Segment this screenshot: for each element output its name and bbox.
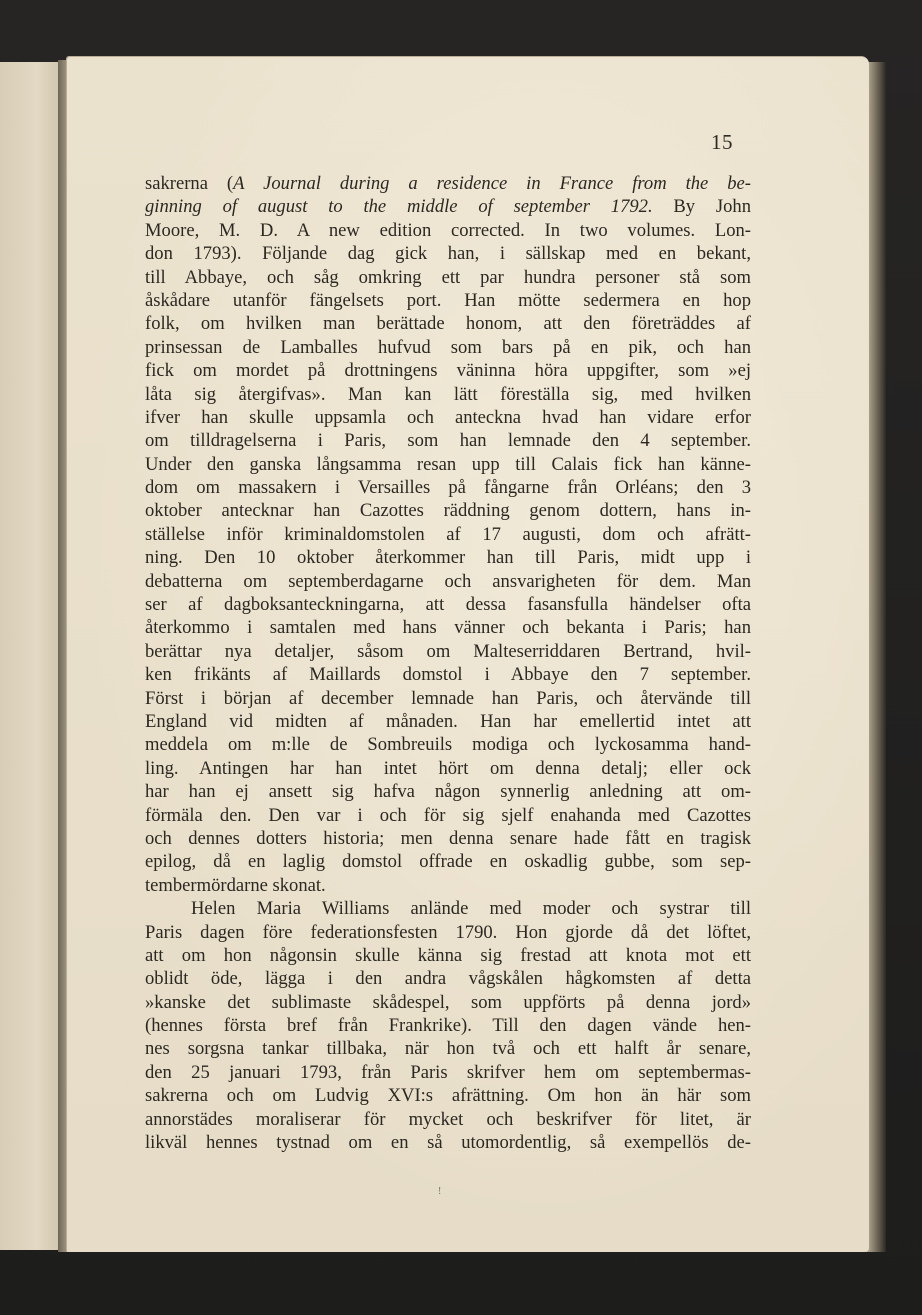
text-line: ser af dagboksanteckningarna, att dessa fasansfulla händelser ofta [145, 594, 751, 616]
text-line: ken frikänts af Maillards domstol i Abbaye den 7 september. [145, 664, 751, 686]
text-line: Först i början af december lemnade han Paris, och återvände till [145, 687, 751, 709]
text-line: Moore, M. D. A new edition corrected. In two volumes. Lon- [145, 219, 751, 241]
text-line: berättar nya detaljer, såsom om Malteserriddaren Bertrand, hvil- [145, 640, 751, 662]
text-run: By John [652, 196, 751, 218]
page-number: 15 [711, 130, 733, 154]
text-line: sakrerna och om Ludvig XVI:s afrättning. Om hon än här som [145, 1085, 751, 1107]
text-line: låta sig återgifvas». Man kan lätt föreställa sig, med hvilken [145, 383, 751, 405]
text-line: åskådare utanför fängelsets port. Han mötte sedermera en hop [145, 289, 751, 311]
text-line: fick om mordet på drottningens väninna höra uppgifter, som »ej [145, 360, 751, 382]
text-line: ifver han skulle uppsamla och anteckna hvad han vidare erfor [145, 406, 751, 428]
text-line: don 1793). Följande dag gick han, i sällskap med en bekant, [145, 243, 751, 265]
italic-title-run: ginning of august to the middle of september 1792. [145, 196, 653, 218]
text-line [145, 195, 751, 218]
text-line: om tilldragelserna i Paris, som han lemnade den 4 september. [145, 430, 751, 452]
text-line: (hennes första bref från Frankrike). Till den dagen vände hen- [145, 1015, 751, 1037]
text-line: den 25 januari 1793, från Paris skrifver hem om septembermas- [145, 1061, 751, 1083]
text-line: epilog, då en laglig domstol offrade en oskadlig gubbe, som sep- [145, 851, 751, 873]
text-line: meddela om m:lle de Sombreuils modiga och lyckosamma hand- [145, 734, 751, 756]
text-line: Under den ganska långsamma resan upp till Calais fick han känne- [145, 453, 751, 475]
text-line: dom om massakern i Versailles på fångarne från Orléans; den 3 [145, 477, 751, 499]
text-line: att om hon någonsin skulle känna sig frestad att knota mot ett [145, 944, 751, 966]
text-line: likväl hennes tystnad om en så utomordentlig, så exempellös de- [145, 1132, 751, 1154]
text-line: till Abbaye, och såg omkring ett par hundra personer stå som [145, 266, 751, 288]
text-line: ställelse inför kriminaldomstolen af 17 augusti, dom och afrätt- [145, 523, 751, 545]
italic-title-run: A Journal during a residence in France from the be- [233, 173, 751, 194]
text-line: återkommo i samtalen med hans vänner och bekanta i Paris; han [145, 617, 751, 639]
text-line: »kanske det sublimaste skådespel, som uppförts på denna jord» [145, 991, 751, 1013]
text-line: Helen Maria Williams anlände med moder och systrar till [191, 898, 751, 920]
text-line [145, 172, 751, 195]
text-line: nes sorgsna tankar tillbaka, när hon två och ett halft år senare, [145, 1038, 751, 1060]
text-line: England vid midten af månaden. Han har emellertid intet att [145, 710, 751, 732]
text-line: har han ej ansett sig hafva någon synnerlig anledning att om- [145, 781, 751, 803]
text-line: ning. Den 10 oktober återkommer han till Paris, midt upp i [145, 547, 751, 569]
text-line: och dennes dotters historia; men denna senare hade fått en tragisk [145, 827, 751, 849]
text-line: folk, om hvilken man berättade honom, att den företräddes af [145, 313, 751, 335]
page-stack-edge [866, 62, 886, 1252]
text-line: oblidt öde, lägga i den andra vågskålen hågkomsten af detta [145, 968, 751, 990]
text-line: oktober antecknar han Cazottes räddning genom dottern, hans in- [145, 500, 751, 522]
text-line: prinsessan de Lamballes hufvud som bars på en pik, och han [145, 336, 751, 358]
facing-page-edge [0, 62, 63, 1250]
text-run: sakrerna ( [145, 173, 234, 194]
text-line: Paris dagen före federationsfesten 1790. Hon gjorde då det löftet, [145, 921, 751, 943]
text-line: tembermördarne skonat. [145, 874, 326, 896]
footer-mark: ! [438, 1186, 442, 1197]
body-text [145, 172, 751, 1154]
text-line: annorstädes moraliserar för mycket och beskrifver för litet, är [145, 1108, 751, 1130]
text-line: debatterna om septemberdagarne och ansvarigheten för dem. Man [145, 570, 751, 592]
text-line: ling. Antingen har han intet hört om denna detalj; eller ock [145, 757, 751, 779]
text-line: förmäla den. Den var i och för sig sjelf enahanda med Cazottes [145, 804, 751, 826]
